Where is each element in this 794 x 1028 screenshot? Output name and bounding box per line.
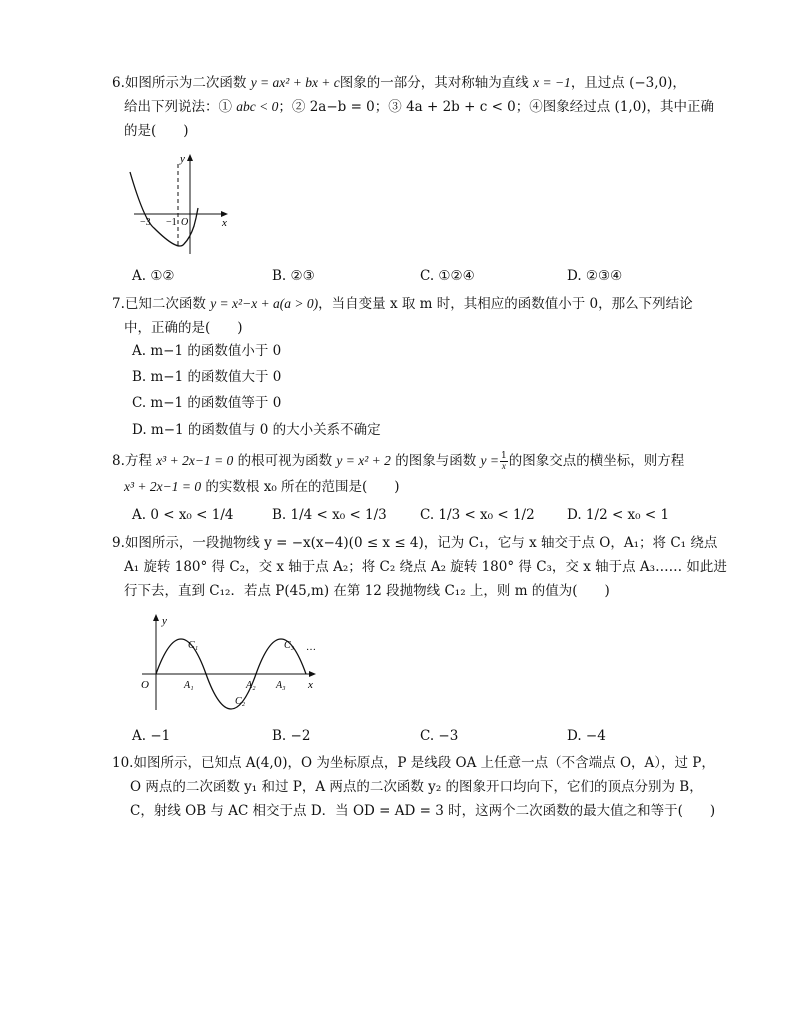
q9-y-label: y bbox=[162, 615, 167, 627]
q8-text-a: 方程 bbox=[124, 453, 152, 469]
q8-option-d[interactable]: D. 1/2 < x₀ < 1 bbox=[567, 507, 670, 523]
q6-statement1: abc < 0 bbox=[236, 99, 279, 114]
q6-tick-m3: −3 bbox=[140, 217, 151, 228]
q9-x-label: x bbox=[308, 679, 313, 691]
q8-text-b: 的根可视为函数 bbox=[237, 453, 333, 469]
q6-line3: 的是( ) bbox=[124, 123, 189, 139]
q10-line3: C，射线 OB 与 AC 相交于点 D．当 OD = AD = 3 时，这两个二次函数的最大值之和等于( ) bbox=[130, 803, 716, 819]
q6-text: 如图所示为二次函数 bbox=[124, 75, 247, 91]
q8-function1: y = x² + 2 bbox=[336, 453, 391, 468]
q6-origin: O bbox=[181, 217, 189, 228]
q8-text-d: 的图象交点的横坐标，则方程 bbox=[508, 453, 685, 469]
q7-option-d[interactable]: D. m−1 的函数值与 0 的大小关系不确定 bbox=[132, 422, 381, 438]
q8-equation: x³ + 2x−1 = 0 bbox=[156, 453, 234, 468]
q6-line1 bbox=[112, 73, 686, 93]
q9-label-dots: … bbox=[306, 642, 316, 653]
q8-option-c[interactable]: C. 1/3 < x₀ < 1/2 bbox=[420, 507, 535, 523]
q6-number: 6. bbox=[112, 75, 125, 91]
q6-text-c: ，且过点 (−3,0)， bbox=[570, 75, 686, 91]
q9-y-arrow bbox=[153, 614, 159, 621]
q9-number: 9. bbox=[112, 535, 125, 551]
q7-option-b[interactable]: B. m−1 的函数值大于 0 bbox=[132, 369, 282, 385]
q6-tick-m1: −1 bbox=[166, 217, 177, 228]
q10-text-1: 如图所示，已知点 A(4,0)，O 为坐标原点，P 是线段 OA 上任意一点（不含端点 O，A），过 P， bbox=[133, 755, 715, 771]
q6-option-c[interactable]: C. ①②④ bbox=[420, 268, 475, 284]
q9-label-c2: C₂ bbox=[235, 696, 246, 707]
q9-option-b[interactable]: B. −2 bbox=[272, 728, 311, 744]
q7-line1 bbox=[112, 294, 693, 314]
q8-frac-1-over-x: $\frac{1}{x}$ bbox=[501, 451, 507, 471]
q9-label-c3: C₃ bbox=[284, 640, 295, 651]
q9-curve-c1 bbox=[156, 639, 206, 674]
q10-line1 bbox=[112, 753, 715, 773]
q9-label-a2: A₂ bbox=[246, 680, 256, 691]
q9-origin: O bbox=[141, 679, 149, 691]
q8-number: 8. bbox=[112, 453, 125, 469]
q8-text-c: 的图象与函数 bbox=[395, 453, 477, 469]
q8-text-line2: 的实数根 x₀ 所在的范围是( ) bbox=[205, 479, 400, 495]
q9-option-a[interactable]: A. −1 bbox=[132, 728, 171, 744]
q9-parabola-graph bbox=[134, 610, 329, 715]
q8-function2: y = bbox=[480, 453, 499, 468]
q9-line3: 行下去，直到 C₁₂．若点 P(45,m) 在第 12 段抛物线 C₁₂ 上，则 m 的值为( ) bbox=[124, 583, 610, 599]
q9-line1 bbox=[112, 533, 717, 553]
q6-axis: x = −1 bbox=[533, 75, 571, 90]
q6-line2 bbox=[124, 97, 714, 117]
q10-line2: O 两点的二次函数 y₁ 和过 P，A 两点的二次函数 y₂ 的图象开口均向下，它们的顶点分别为 B， bbox=[130, 779, 703, 795]
q7-text-b: ，当自变量 x 取 m 时，其相应的函数值小于 0，那么下列结论 bbox=[318, 296, 693, 312]
q6-parabola-graph bbox=[124, 150, 239, 260]
q8-equation2: x³ + 2x−1 = 0 bbox=[124, 479, 202, 494]
q9-option-c[interactable]: C. −3 bbox=[420, 728, 459, 744]
q8-option-a[interactable]: A. 0 < x₀ < 1/4 bbox=[132, 507, 234, 523]
q9-label-a1: A₁ bbox=[184, 680, 194, 691]
q7-line2: 中，正确的是( ) bbox=[124, 320, 243, 336]
q7-option-a[interactable]: A. m−1 的函数值小于 0 bbox=[132, 343, 282, 359]
q8-option-b[interactable]: B. 1/4 < x₀ < 1/3 bbox=[272, 507, 387, 523]
q9-x-arrow bbox=[309, 671, 316, 677]
q6-y-arrow bbox=[187, 154, 193, 161]
q6-y-label: y bbox=[180, 153, 185, 165]
q7-text-a: 已知二次函数 bbox=[124, 296, 206, 312]
q9-option-d[interactable]: D. −4 bbox=[567, 728, 606, 744]
q6-parabola bbox=[130, 172, 198, 246]
q9-curve-c3 bbox=[256, 639, 306, 674]
q6-option-a[interactable]: A. ①② bbox=[132, 268, 175, 284]
q7-number: 7. bbox=[112, 296, 125, 312]
q6-line2-b: ；② 2a−b = 0；③ 4a + 2b + c < 0；④图象经过点 (1,0)，其中正确 bbox=[278, 99, 715, 115]
q9-line2: A₁ 旋转 180° 得 C₂，交 x 轴于点 A₂；将 C₂ 绕点 A₂ 旋转 180° 得 C₃，交 x 轴于点 A₃…… 如此进 bbox=[124, 559, 727, 575]
q7-option-c[interactable]: C. m−1 的函数值等于 0 bbox=[132, 395, 282, 411]
q6-line2-a: 给出下列说法：① bbox=[124, 99, 232, 115]
q9-label-a3: A₃ bbox=[276, 680, 286, 691]
q10-number: 10. bbox=[112, 755, 134, 771]
q6-formula: y = ax² + bx + c bbox=[250, 75, 340, 90]
q7-formula: y = x²−x + a(a > 0) bbox=[210, 296, 319, 311]
q8-line2 bbox=[124, 477, 400, 497]
q8-line1 bbox=[112, 451, 684, 471]
q6-x-label: x bbox=[222, 217, 227, 229]
q6-option-d[interactable]: D. ②③④ bbox=[567, 268, 623, 284]
q6-option-b[interactable]: B. ②③ bbox=[272, 268, 315, 284]
q6-text-b: 图象的一部分，其对称轴为直线 bbox=[339, 75, 529, 91]
q9-text-1: 如图所示，一段抛物线 y = −x(x−4)(0 ≤ x ≤ 4)，记为 C₁，它与 x 轴交于点 O，A₁；将 C₁ 绕点 bbox=[124, 535, 718, 551]
q9-label-c1: C₁ bbox=[188, 640, 199, 651]
